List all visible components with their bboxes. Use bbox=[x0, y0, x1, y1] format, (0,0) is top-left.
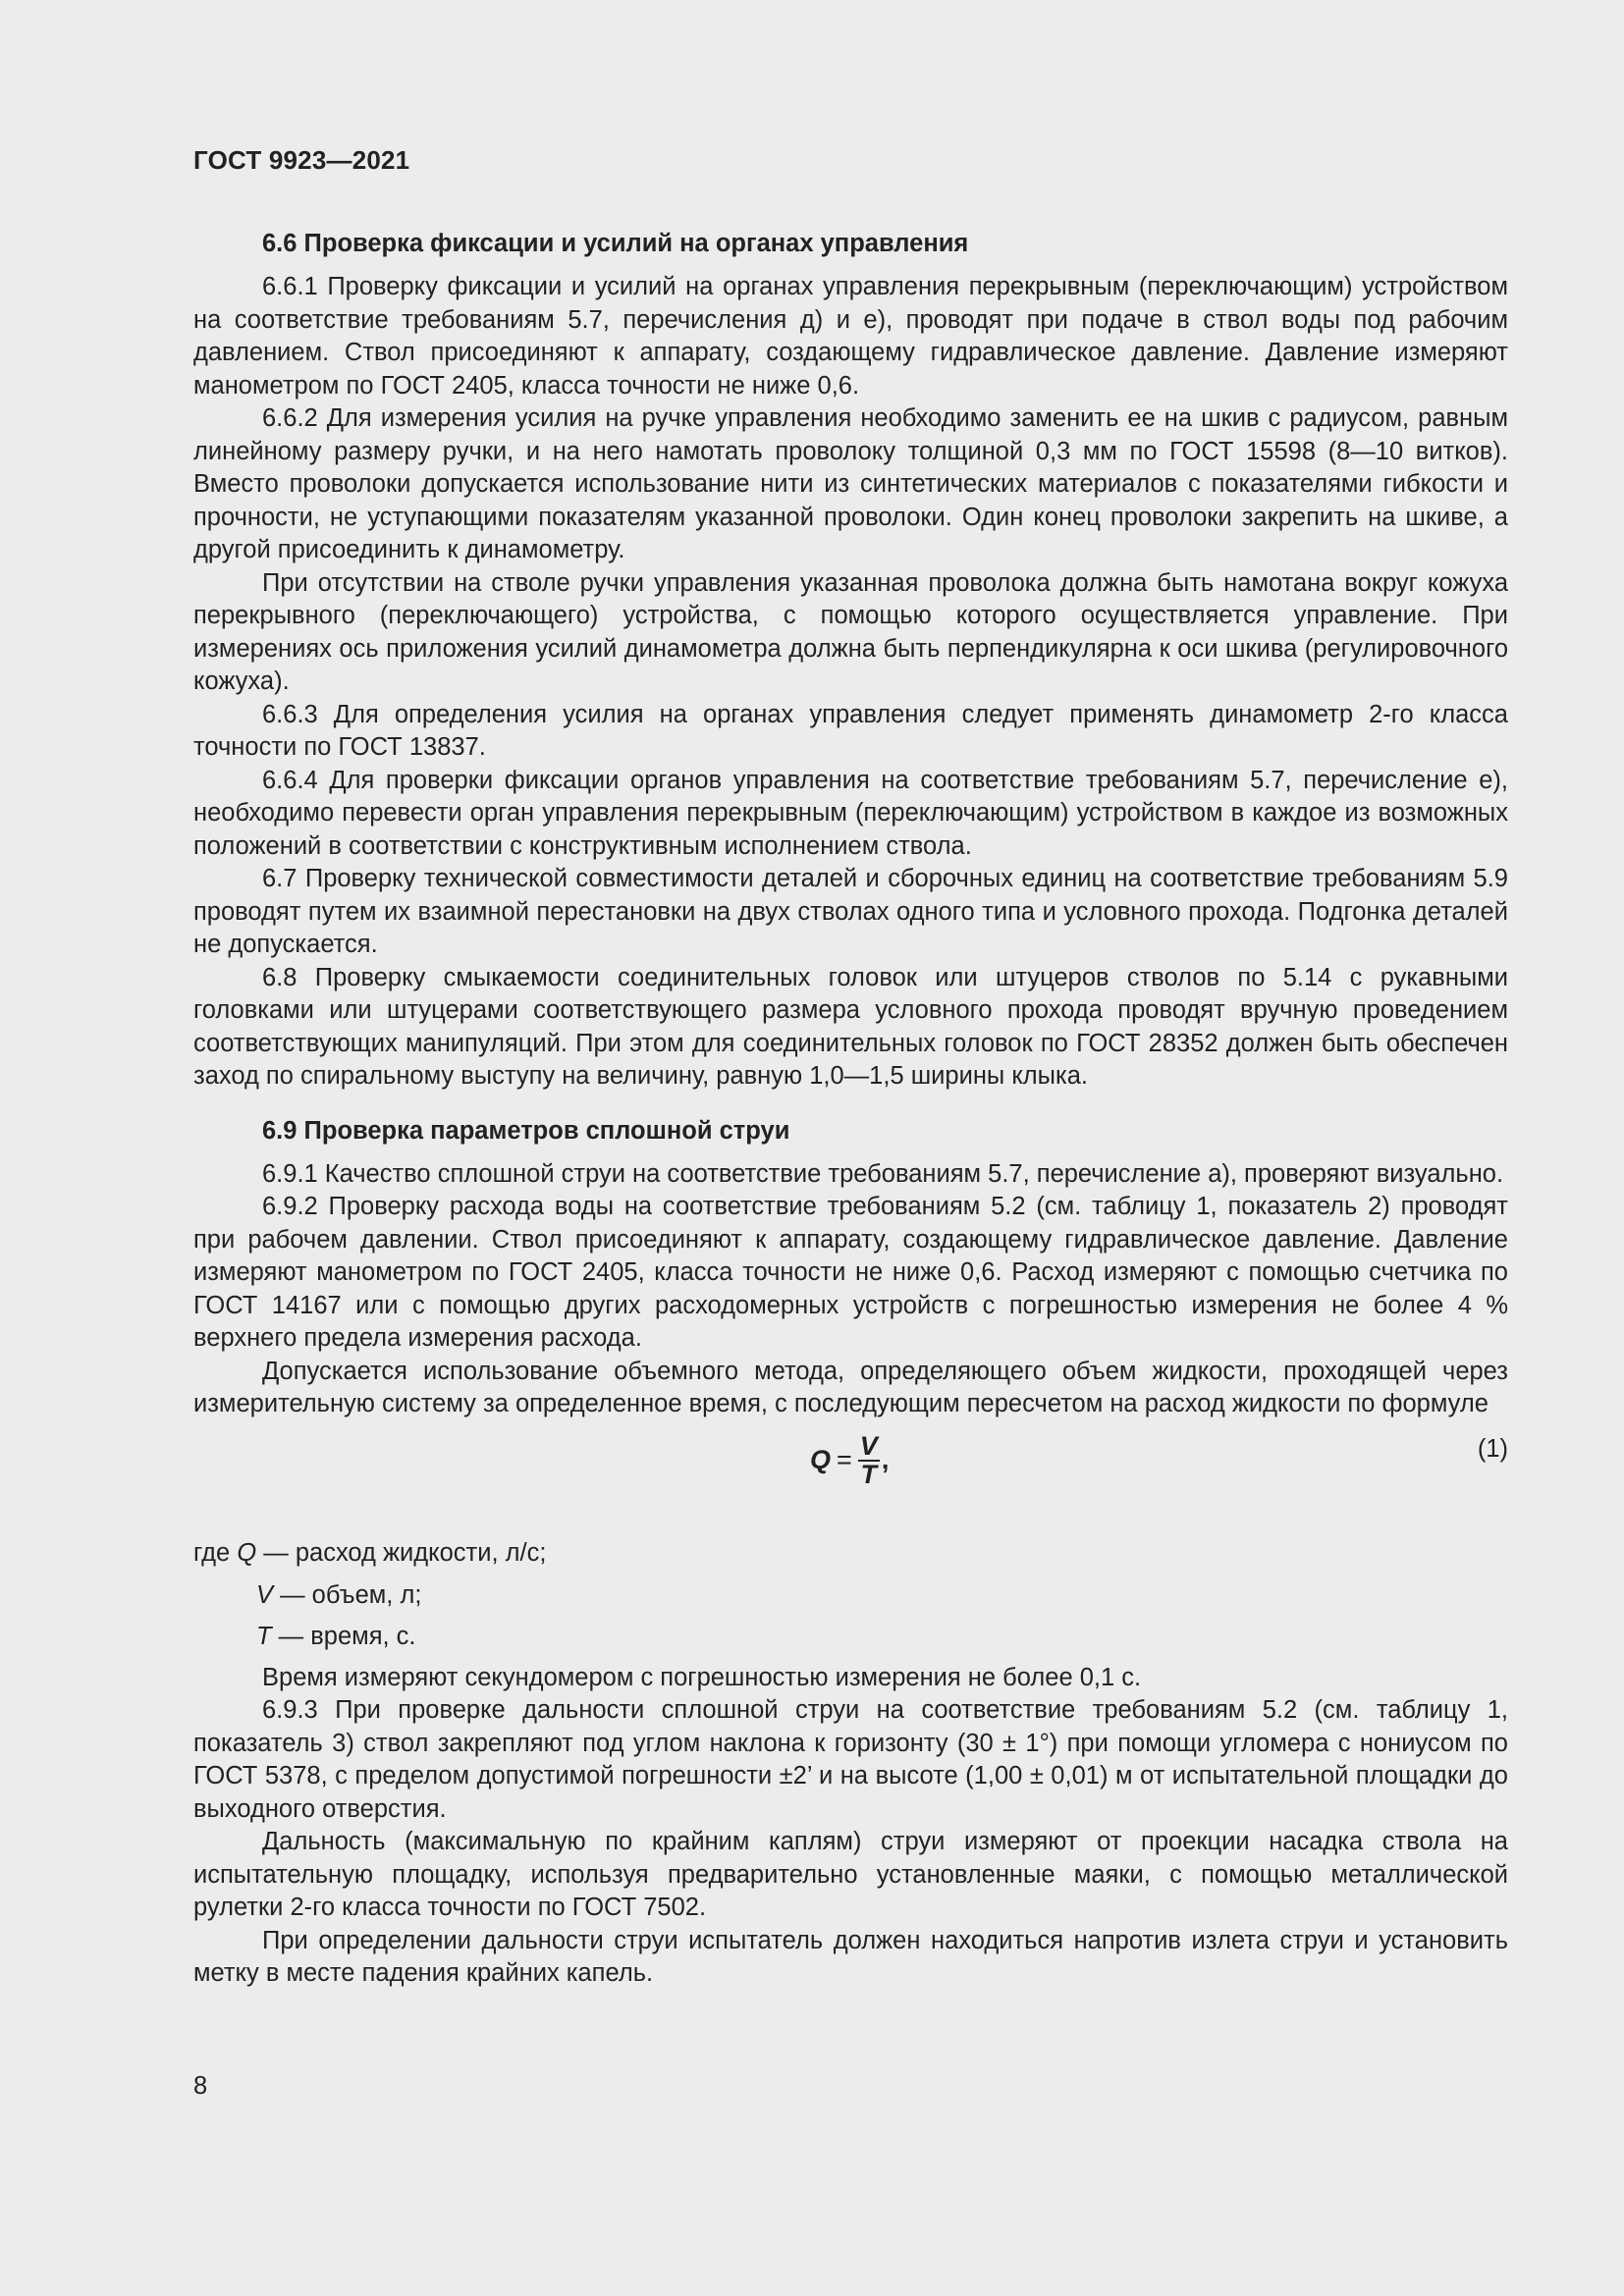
paragraph: 6.9.1 Качество сплошной струи на соответствие требованиям 5.7, перечисление а), проверяют визуально. bbox=[262, 1159, 1504, 1188]
formula-number: (1) bbox=[1477, 1434, 1508, 1463]
paragraph: 6.9.2 Проверку расхода воды на соответствие требованиям 5.2 (см. таблицу 1, показатель 2) проводят при рабочем давлении. Ствол присоединяют к аппарату, создающему гидравлическое давление. Давление измеряют манометром по ГОСТ 2405, класса точности не ниже 0,6. Расход измеряют с помощью счетчика по ГОСТ 14167 или с помощью других расходомерных устройств с погрешностью измерения не более 4 % верхнего предела измерения расхода. bbox=[193, 1193, 1508, 1352]
flow-formula bbox=[810, 1430, 890, 1489]
paragraph: При определении дальности струи испытатель должен находиться напротив излета струи и установить метку в месте падения крайних капель. bbox=[193, 1926, 1508, 1987]
paragraph: 6.8 Проверку смыкаемости соединительных головок или штуцеров стволов по 5.14 с рукавными головками или штуцерами соответствующего размера условного прохода проводят вручную проведением соответствующих манипуляций. При этом для соединительных головок по ГОСТ 28352 должен быть обеспечен заход по спиральному выступу на величину, равную 1,0—1,5 ширины клыка. bbox=[193, 963, 1508, 1090]
where-prefix: где bbox=[193, 1538, 231, 1567]
legend-text: — время, с. bbox=[271, 1622, 416, 1650]
legend-var: T bbox=[256, 1622, 272, 1650]
section-heading-6-9: 6.9 Проверка параметров сплошной струи bbox=[262, 1116, 790, 1145]
paragraph: Дальность (максимальную по крайним каплям) струи измеряют от проекции насадка ствола на испытательную площадку, используя предварительно установленные маяки, с помощью металлической рулетки 2-го класса точности по ГОСТ 7502. bbox=[193, 1828, 1508, 1921]
formula-lhs: Q bbox=[810, 1445, 832, 1474]
legend-var: V bbox=[256, 1580, 274, 1609]
section-heading-6-6: 6.6 Проверка фиксации и усилий на органах управления bbox=[262, 230, 969, 257]
page-number: 8 bbox=[193, 2072, 208, 2100]
formula-comma: , bbox=[881, 1445, 890, 1474]
where-var: Q bbox=[237, 1538, 257, 1567]
document-header: ГОСТ 9923—2021 bbox=[193, 145, 410, 175]
where-text: — расход жидкости, л/с; bbox=[256, 1538, 547, 1567]
formula-where bbox=[193, 1537, 1508, 1570]
legend-text: — объем, л; bbox=[273, 1580, 422, 1609]
paragraph: 6.6.4 Для проверки фиксации органов управления на соответствие требованиям 5.7, перечисление е), необходимо перевести орган управления перекрывным (переключающим) устройством в каждое из возможных положений в соответствии с конструктивным исполнением ствола. bbox=[193, 766, 1508, 860]
paragraph: 6.6.3 Для определения усилия на органах управления следует применять динамометр 2-го класса точности по ГОСТ 13837. bbox=[193, 700, 1508, 761]
paragraph: 6.9.3 При проверке дальности сплошной струи на соответствие требованиям 5.2 (см. таблицу 1, показатель 3) ствол закрепляют под углом наклона к горизонту (30 ± 1°) при помощи угломера с нониусом по ГОСТ 5378, с пределом допустимой погрешности ±2’ и на высоте (1,00 ± 0,01) м от испытательной площадки до выходного отверстия. bbox=[193, 1696, 1508, 1823]
formula-equals: = bbox=[837, 1445, 852, 1474]
paragraph: При отсутствии на стволе ручки управления указанная проволока должна быть намотана вокруг кожуха перекрывного (переключающего) устройства, с помощью которого осуществляется управление. При измерениях ось приложения усилий динамометра должна быть перпендикулярна к оси шкива (регулировочного кожуха). bbox=[193, 568, 1508, 695]
formula-legend-item bbox=[193, 1621, 1508, 1653]
paragraph: Допускается использование объемного метода, определяющего объем жидкости, проходящей через измерительную систему за определенное время, с последующим пересчетом на расход жидкости по формуле bbox=[193, 1357, 1508, 1417]
formula-row bbox=[193, 1423, 1508, 1518]
paragraph: 6.7 Проверку технической совместимости деталей и сборочных единиц на соответствие требованиям 5.9 проводят путем их взаимной перестановки на двух стволах одного типа и условного прохода. Подгонка деталей не допускается. bbox=[193, 865, 1508, 958]
formula-fraction bbox=[858, 1430, 880, 1489]
paragraph: 6.6.1 Проверку фиксации и усилий на органах управления перекрывным (переключающим) устройством на соответствие требованиям 5.7, перечисления д) и е), проводят при подаче в ствол воды под рабочим давлением. Ствол присоединяют к аппарату, создающему гидравлическое давление. Давление измеряют манометром по ГОСТ 2405, класса точности не ниже 0,6. bbox=[193, 273, 1508, 400]
formula-denominator: T bbox=[860, 1459, 878, 1489]
formula-numerator: V bbox=[859, 1430, 878, 1461]
paragraph: 6.6.2 Для измерения усилия на ручке управления необходимо заменить ее на шкив с радиусом, равным линейному размеру ручки, и на него намотать проволоку толщиной 0,3 мм по ГОСТ 15598 (8—10 витков). Вместо проволоки допускается использование нити из синтетических материалов с показателями гибкости и прочности, не уступающими показателям указанной проволоки. Один конец проволоки закрепить на шкиве, а другой присоединить к динамометру. bbox=[193, 404, 1508, 563]
formula-legend-item bbox=[193, 1579, 1508, 1612]
paragraph: Время измеряют секундомером с погрешностью измерения не более 0,1 с. bbox=[262, 1663, 1142, 1691]
